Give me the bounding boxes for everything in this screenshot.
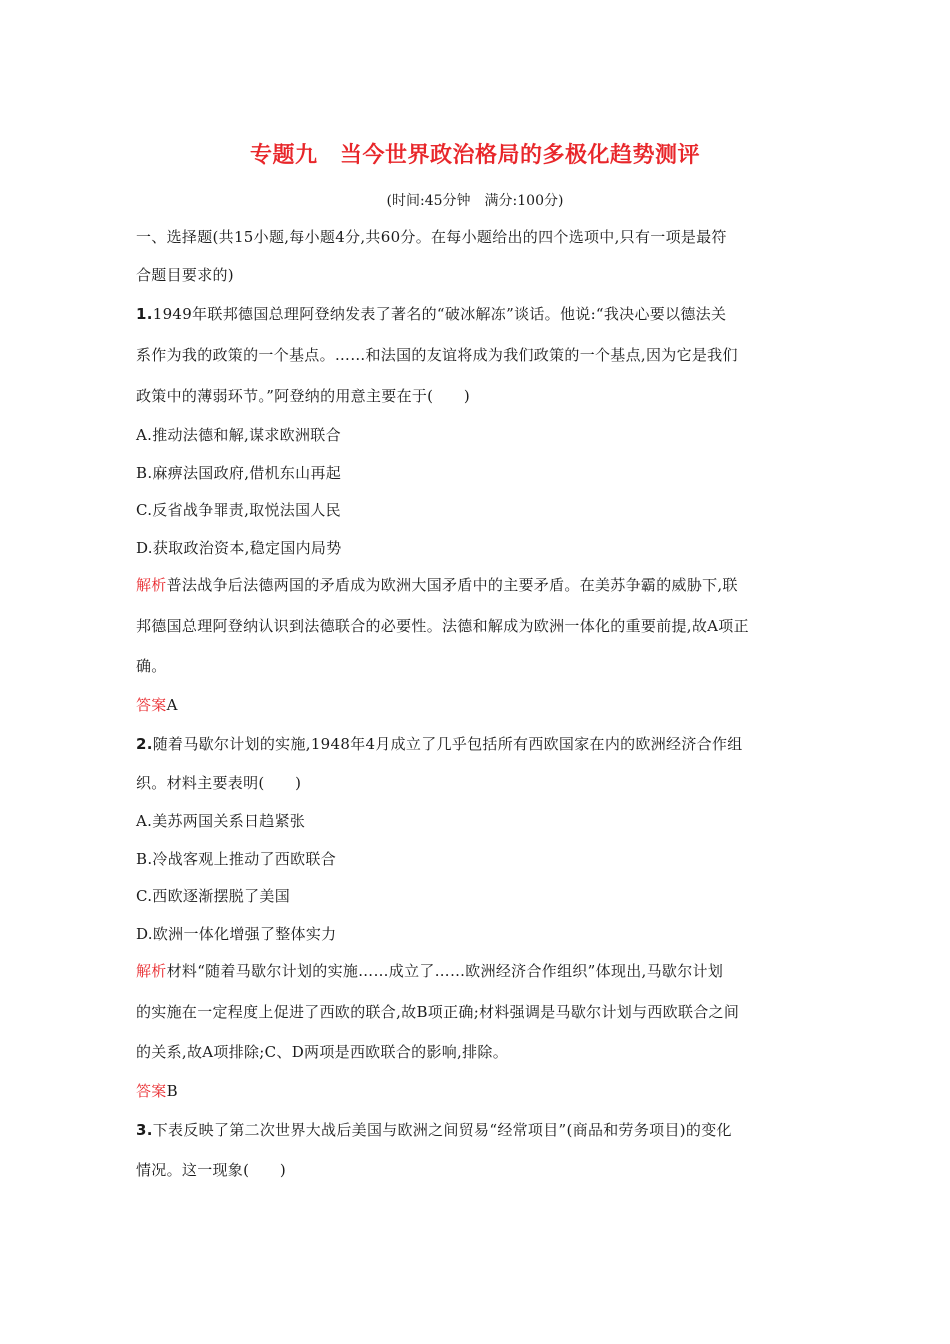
- q1-answer: [136, 694, 816, 715]
- q2-answer-value: B: [166, 1082, 178, 1100]
- q2-analysis-line-2: 的实施在一定程度上促进了西欧的联合,故B项正确;材料强调是马歇尔计划与西欧联合之间: [136, 1003, 740, 1021]
- q1-stem-line-1: [136, 303, 816, 324]
- q1-analysis-label: 解析: [136, 576, 167, 594]
- q2-analysis-text: 材料“随着马歇尔计划的实施……成立了……欧洲经济合作组织”体现出,马歇尔计划: [166, 962, 724, 980]
- q1-analysis-line-2: 邦德国总理阿登纳认识到法德联合的必要性。法德和解成为欧洲一体化的重要前提,故A项正: [136, 617, 749, 635]
- document-subtitle: (时间:45分钟 满分:100分): [386, 193, 564, 209]
- q2-stem-text: 随着马歇尔计划的实施,1948年4月成立了几乎包括所有西欧国家在内的欧洲经济合作组: [152, 735, 743, 753]
- section-heading-line-1: 一、选择题(共15小题,每小题4分,共60分。在每小题给出的四个选项中,只有一项是最符: [136, 228, 727, 246]
- q1-option-d: D.获取政治资本,稳定国内局势: [136, 539, 342, 557]
- q1-answer-value: A: [166, 696, 178, 714]
- q3-number: 3.: [136, 1121, 153, 1139]
- q1-analysis-line-1: [136, 574, 816, 595]
- q1-stem-line-2: 系作为我的政策的一个基点。……和法国的友谊将成为我们政策的一个基点,因为它是我们: [136, 346, 738, 364]
- q1-answer-label: 答案: [136, 696, 167, 714]
- q2-analysis-label: 解析: [136, 962, 167, 980]
- q3-stem-text: 下表反映了第二次世界大战后美国与欧洲之间贸易“经常项目”(商品和劳务项目)的变化: [152, 1121, 732, 1139]
- q3-stem-line-1: [136, 1119, 816, 1140]
- q2-number: 2.: [136, 735, 153, 753]
- q1-option-c: C.反省战争罪责,取悦法国人民: [136, 501, 341, 519]
- q1-number: 1.: [136, 305, 153, 323]
- q1-option-b: B.麻痹法国政府,借机东山再起: [136, 464, 342, 482]
- q1-analysis-text: 普法战争后法德两国的矛盾成为欧洲大国矛盾中的主要矛盾。在美苏争霸的威胁下,联: [166, 576, 738, 594]
- section-heading-line-2: 合题目要求的): [136, 266, 234, 284]
- q2-analysis-line-3: 的关系,故A项排除;C、D两项是西欧联合的影响,排除。: [136, 1043, 509, 1061]
- q2-stem-line-2: 织。材料主要表明( ): [136, 774, 302, 792]
- q2-stem-line-1: [136, 733, 816, 754]
- q2-analysis-line-1: [136, 960, 816, 981]
- q2-answer: [136, 1080, 816, 1101]
- q1-stem-line-3: 政策中的薄弱环节。”阿登纳的用意主要在于( ): [136, 387, 471, 405]
- q2-option-c: C.西欧逐渐摆脱了美国: [136, 887, 291, 905]
- q3-stem-line-2: 情况。这一现象( ): [136, 1161, 287, 1179]
- q2-option-d: D.欧洲一体化增强了整体实力: [136, 925, 337, 943]
- q2-option-a: A.美苏两国关系日趋紧张: [136, 812, 306, 830]
- q2-option-b: B.冷战客观上推动了西欧联合: [136, 850, 336, 868]
- q1-stem-text: 1949年联邦德国总理阿登纳发表了著名的“破冰解冻”谈话。他说:“我决心要以德法关: [152, 305, 727, 323]
- document-title: 专题九 当今世界政治格局的多极化趋势测评: [249, 143, 700, 168]
- q1-analysis-line-3: 确。: [136, 657, 167, 675]
- q2-answer-label: 答案: [136, 1082, 167, 1100]
- q1-option-a: A.推动法德和解,谋求欧洲联合: [136, 426, 341, 444]
